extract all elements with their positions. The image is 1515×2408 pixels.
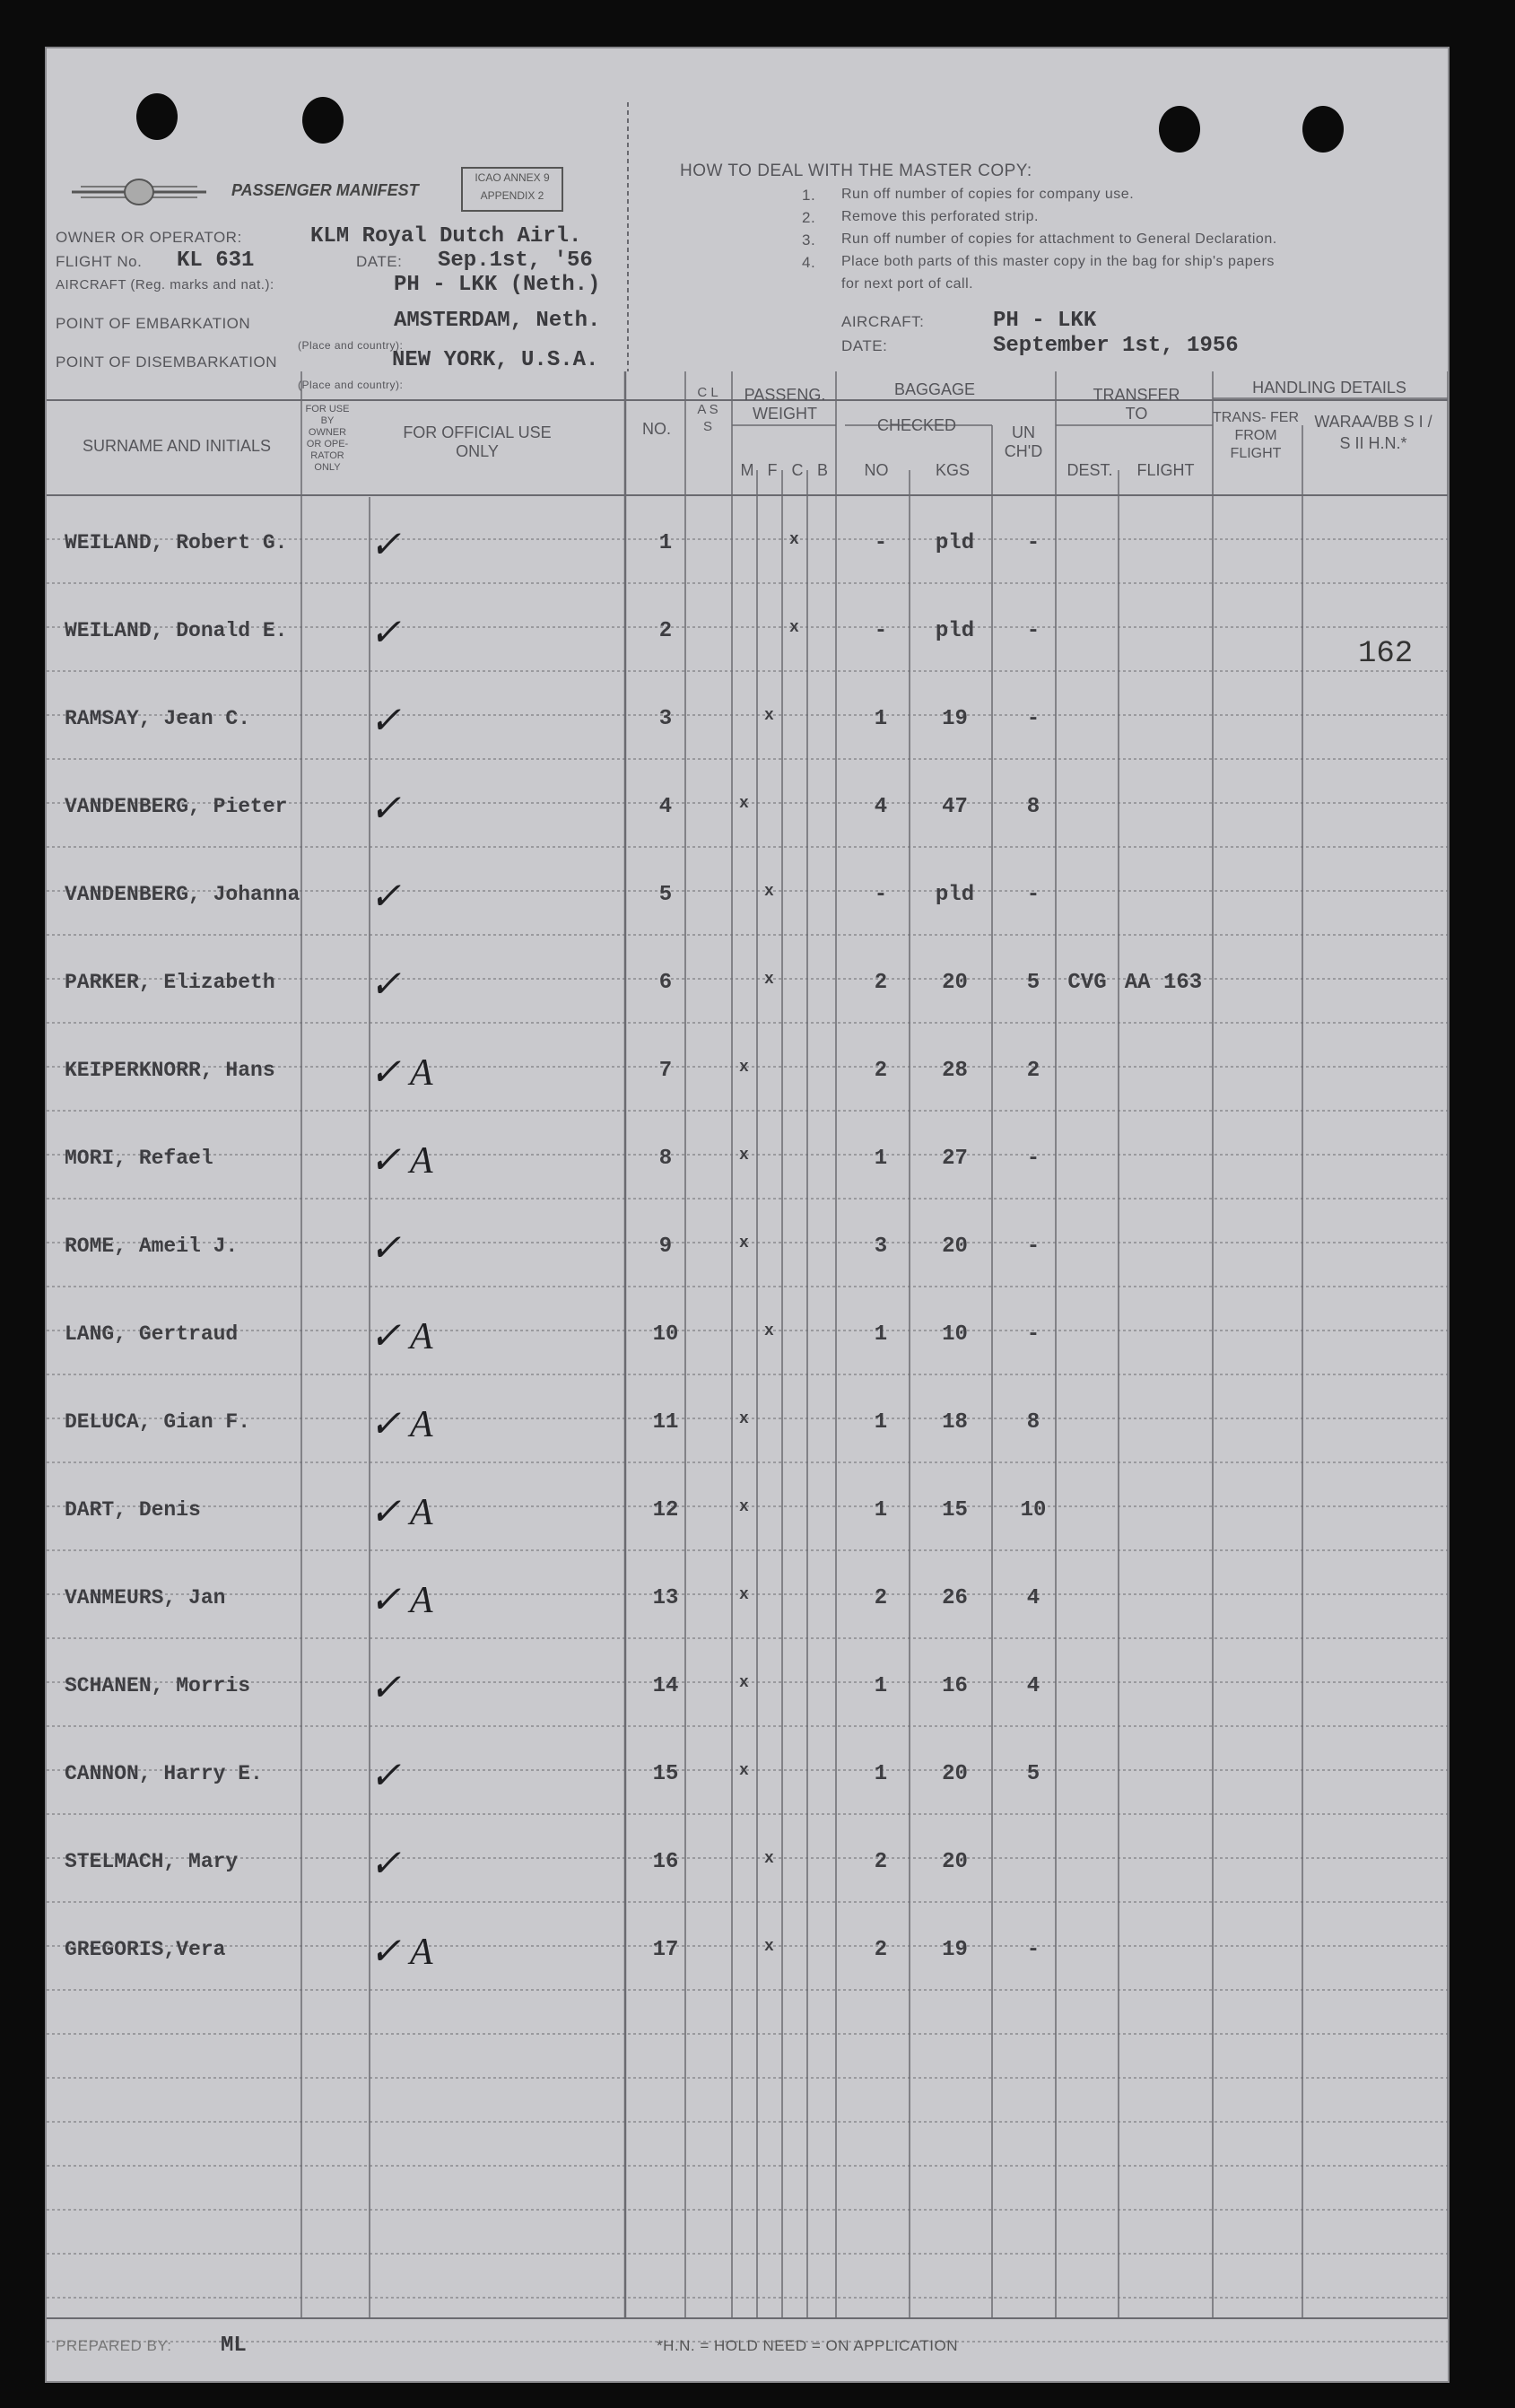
- bag-kgs: 20: [942, 1762, 968, 1786]
- passenger-row: [47, 519, 1448, 606]
- bag-kgs: 20: [942, 1850, 968, 1874]
- instruction-text: Place both parts of this master copy in the bag for ship's papers: [841, 254, 1275, 269]
- embark-sub: (Place and country):: [298, 339, 404, 352]
- weight-mark: x: [739, 795, 749, 813]
- passenger-no: 10: [652, 1322, 679, 1347]
- passenger-no: 11: [652, 1410, 679, 1435]
- flight-label: FLIGHT No.: [56, 253, 143, 270]
- handwritten-check-mark: ✓ A: [370, 1140, 433, 1182]
- weight-mark: x: [764, 1938, 774, 1956]
- bag-unchd: -: [1026, 1938, 1040, 1962]
- passenger-name: DELUCA, Gian F.: [65, 1410, 251, 1434]
- bag-unchd: -: [1026, 1147, 1040, 1171]
- col-handling: HANDLING DETAILS: [1252, 379, 1406, 397]
- manifest-sheet: [45, 47, 1450, 2383]
- passenger-name: GREGORIS,Vera: [65, 1938, 226, 1961]
- instruction-number: 1.: [802, 187, 816, 204]
- passenger-name: STELMACH, Mary: [65, 1850, 239, 1873]
- col-transfer-from: TRANS- FER FROM FLIGHT: [1213, 410, 1299, 461]
- instr-aircraft-value: PH - LKK: [993, 309, 1097, 333]
- weight-mark: x: [764, 971, 774, 989]
- passenger-no: 16: [652, 1850, 679, 1874]
- col-transfer: TRANSFER TO: [1093, 386, 1180, 423]
- weight-mark: x: [739, 1235, 749, 1252]
- passenger-row: [47, 1925, 1448, 2013]
- passenger-name: DART, Denis: [65, 1498, 201, 1522]
- passenger-no: 14: [652, 1674, 679, 1698]
- date-label: DATE:: [356, 253, 403, 270]
- passenger-no: 1: [658, 531, 673, 555]
- handwritten-check-mark: ✓ A: [370, 1492, 433, 1533]
- bag-unchd: 5: [1026, 1762, 1040, 1786]
- bag-kgs: 15: [942, 1498, 968, 1522]
- handwritten-check-mark: ✓: [370, 1228, 402, 1269]
- date-value: Sep.1st, '56: [438, 249, 593, 273]
- col-surname: SURNAME AND INITIALS: [82, 437, 272, 455]
- weight-mark: x: [739, 1762, 749, 1780]
- handwritten-check-mark: ✓: [370, 789, 402, 830]
- col-no: NO.: [641, 420, 671, 438]
- col-c: C: [791, 461, 804, 479]
- bag-unchd: -: [1026, 707, 1040, 731]
- handwritten-check-mark: ✓: [370, 1844, 402, 1885]
- instructions-title: HOW TO DEAL WITH THE MASTER COPY:: [680, 161, 1032, 180]
- handwritten-check-mark: ✓: [370, 613, 402, 654]
- passenger-no: 4: [658, 795, 673, 819]
- passenger-row: [47, 1310, 1448, 1398]
- passenger-no: 3: [658, 707, 673, 731]
- col-flight: FLIGHT: [1136, 461, 1195, 479]
- weight-mark: x: [739, 1147, 749, 1165]
- bag-kgs: pld: [935, 619, 975, 643]
- bag-kgs: 27: [942, 1147, 968, 1171]
- col-official: FOR OFFICIAL USE ONLY: [403, 423, 552, 460]
- instruction-number: 3.: [802, 231, 816, 249]
- passenger-no: 15: [652, 1762, 679, 1786]
- passenger-no: 2: [658, 619, 673, 643]
- bag-count: -: [874, 531, 888, 555]
- bag-count: 1: [874, 707, 888, 731]
- bag-count: -: [874, 619, 888, 643]
- weight-mark: x: [789, 619, 799, 637]
- bag-unchd: 10: [1020, 1498, 1047, 1522]
- disembark-value: NEW YORK, U.S.A.: [392, 348, 599, 372]
- passenger-row: [47, 1046, 1448, 1134]
- bag-kgs: 18: [942, 1410, 968, 1435]
- bag-count: 2: [874, 1586, 888, 1610]
- weight-mark: x: [739, 1059, 749, 1077]
- bag-kgs: 20: [942, 1235, 968, 1259]
- passenger-no: 12: [652, 1498, 679, 1522]
- bag-unchd: -: [1026, 531, 1040, 555]
- passenger-no: 8: [658, 1147, 673, 1171]
- bag-kgs: 16: [942, 1674, 968, 1698]
- passenger-row: [47, 1134, 1448, 1222]
- col-waraa: WARAA/BB S I / S II H.N.*: [1314, 413, 1432, 452]
- bag-unchd: 2: [1026, 1059, 1040, 1083]
- bag-count: 2: [874, 1938, 888, 1962]
- bag-unchd: 8: [1026, 795, 1040, 819]
- handwritten-check-mark: ✓ A: [370, 1404, 433, 1445]
- passenger-name: RAMSAY, Jean C.: [65, 707, 251, 730]
- handwritten-check-mark: ✓: [370, 964, 402, 1006]
- bag-unchd: 4: [1026, 1586, 1040, 1610]
- owner-label: OWNER OR OPERATOR:: [56, 229, 242, 246]
- weight-mark: x: [789, 531, 799, 549]
- handwritten-check-mark: ✓: [370, 877, 402, 918]
- icao-box: ICAO ANNEX 9 APPENDIX 2: [461, 167, 563, 212]
- bag-count: 2: [874, 1850, 888, 1874]
- owner-value: KLM Royal Dutch Airl.: [310, 224, 582, 249]
- handwritten-check-mark: ✓ A: [370, 1316, 433, 1357]
- bag-count: 1: [874, 1762, 888, 1786]
- klm-logo-icon: [72, 174, 206, 210]
- passenger-no: 13: [652, 1586, 679, 1610]
- embark-value: AMSTERDAM, Neth.: [394, 309, 601, 333]
- instruction-number: 2.: [802, 209, 816, 226]
- passenger-row: [47, 1222, 1448, 1310]
- page-number: 162: [1358, 637, 1414, 671]
- col-m: M: [740, 461, 754, 479]
- passenger-row: [47, 606, 1448, 694]
- bag-count: -: [874, 883, 888, 907]
- transfer-dest: CVG: [1067, 971, 1107, 995]
- bag-kgs: 20: [942, 971, 968, 995]
- passenger-name: VANDENBERG, Pieter: [65, 795, 288, 818]
- handwritten-check-mark: ✓: [370, 525, 402, 566]
- col-passeng-weight: PASSENG. WEIGHT: [744, 386, 826, 423]
- bag-unchd: 4: [1026, 1674, 1040, 1698]
- prepared-label: PREPARED BY:: [56, 2337, 172, 2354]
- embark-label: POINT OF EMBARKATION: [56, 315, 251, 332]
- col-dest: DEST.: [1067, 461, 1113, 479]
- col-f: F: [767, 461, 778, 479]
- passenger-no: 7: [658, 1059, 673, 1083]
- instruction-text: Remove this perforated strip.: [841, 209, 1039, 224]
- bag-unchd: -: [1026, 619, 1040, 643]
- handwritten-check-mark: ✓ A: [370, 1580, 433, 1621]
- col-bag-no: NO: [864, 461, 889, 479]
- aircraft-label: AIRCRAFT (Reg. marks and nat.):: [56, 277, 274, 292]
- bag-count: 4: [874, 795, 888, 819]
- bag-kgs: 10: [942, 1322, 968, 1347]
- bag-unchd: -: [1026, 883, 1040, 907]
- handwritten-check-mark: ✓: [370, 701, 402, 742]
- col-baggage: BAGGAGE: [893, 380, 976, 398]
- passenger-name: VANDENBERG, Johanna: [65, 883, 300, 906]
- weight-mark: x: [764, 707, 774, 725]
- bag-kgs: 47: [942, 795, 968, 819]
- instruction-text: Run off number of copies for attachment to General Declaration.: [841, 231, 1277, 247]
- flight-value: KL 631: [177, 249, 255, 273]
- disembark-sub: (Place and country):: [298, 379, 404, 391]
- passenger-name: MORI, Refael: [65, 1147, 213, 1170]
- instruction-number: 4.: [802, 254, 816, 271]
- instr-date-label: DATE:: [841, 337, 888, 354]
- passenger-row: [47, 694, 1448, 782]
- bag-count: 3: [874, 1235, 888, 1259]
- instr-date-value: September 1st, 1956: [993, 334, 1239, 358]
- weight-mark: x: [764, 1850, 774, 1868]
- passenger-name: WEILAND, Robert G.: [65, 531, 288, 554]
- passenger-row: [47, 1574, 1448, 1662]
- passenger-name: VANMEURS, Jan: [65, 1586, 226, 1610]
- col-kgs: KGS: [935, 461, 970, 479]
- aircraft-value: PH - LKK (Neth.): [394, 273, 601, 297]
- passenger-row: [47, 1662, 1448, 1749]
- bag-count: 1: [874, 1322, 888, 1347]
- passenger-row: [47, 870, 1448, 958]
- bag-count: 2: [874, 1059, 888, 1083]
- weight-mark: x: [764, 883, 774, 901]
- passenger-row: [47, 1837, 1448, 1925]
- bag-count: 1: [874, 1147, 888, 1171]
- weight-mark: x: [739, 1410, 749, 1428]
- weight-mark: x: [739, 1586, 749, 1604]
- passenger-name: LANG, Gertraud: [65, 1322, 239, 1346]
- bag-unchd: -: [1026, 1322, 1040, 1347]
- passenger-row: [47, 782, 1448, 870]
- bag-unchd: 5: [1026, 971, 1040, 995]
- bag-kgs: pld: [935, 531, 975, 555]
- passenger-name: PARKER, Elizabeth: [65, 971, 275, 994]
- passenger-name: ROME, Ameil J.: [65, 1235, 239, 1258]
- bag-kgs: 19: [942, 1938, 968, 1962]
- disembark-label: POINT OF DISEMBARKATION: [56, 353, 278, 371]
- handwritten-check-mark: ✓ A: [370, 1932, 433, 1973]
- bag-count: 1: [874, 1410, 888, 1435]
- bag-kgs: pld: [935, 883, 975, 907]
- passenger-name: CANNON, Harry E.: [65, 1762, 263, 1785]
- prepared-value: ML: [221, 2334, 247, 2358]
- manifest-title: PASSENGER MANIFEST: [231, 181, 419, 199]
- bag-count: 1: [874, 1674, 888, 1698]
- passenger-no: 5: [658, 883, 673, 907]
- col-class: C L A S S: [697, 385, 718, 434]
- passenger-name: WEILAND, Donald E.: [65, 619, 288, 642]
- passenger-row: [47, 1486, 1448, 1574]
- instruction-text: for next port of call.: [841, 276, 974, 292]
- passenger-row: [47, 1398, 1448, 1486]
- col-b: B: [816, 461, 828, 479]
- passenger-name: KEIPERKNORR, Hans: [65, 1059, 275, 1082]
- passenger-row: [47, 1749, 1448, 1837]
- handwritten-check-mark: ✓: [370, 1668, 402, 1709]
- col-unchd: UN CH'D: [1004, 423, 1043, 460]
- passenger-no: 9: [658, 1235, 673, 1259]
- col-for-use: FOR USE BY OWNER OR OPE- RATOR ONLY: [305, 404, 350, 473]
- passenger-no: 17: [652, 1938, 679, 1962]
- weight-mark: x: [739, 1498, 749, 1516]
- instr-aircraft-label: AIRCRAFT:: [841, 313, 925, 330]
- passenger-row: [47, 958, 1448, 1046]
- handwritten-check-mark: ✓: [370, 1756, 402, 1797]
- handwritten-check-mark: ✓ A: [370, 1052, 433, 1094]
- bag-count: 2: [874, 971, 888, 995]
- transfer-flight: AA 163: [1124, 971, 1203, 995]
- bag-kgs: 19: [942, 707, 968, 731]
- bag-kgs: 26: [942, 1586, 968, 1610]
- weight-mark: x: [739, 1674, 749, 1692]
- bag-count: 1: [874, 1498, 888, 1522]
- passenger-no: 6: [658, 971, 673, 995]
- bag-unchd: -: [1026, 1235, 1040, 1259]
- footer-note: *H.N. = HOLD NEED = ON APPLICATION: [657, 2337, 958, 2354]
- passenger-name: SCHANEN, Morris: [65, 1674, 251, 1697]
- bag-kgs: 28: [942, 1059, 968, 1083]
- instruction-text: Run off number of copies for company use.: [841, 187, 1135, 202]
- col-checked: CHECKED: [876, 416, 956, 434]
- bag-unchd: 8: [1026, 1410, 1040, 1435]
- weight-mark: x: [764, 1322, 774, 1340]
